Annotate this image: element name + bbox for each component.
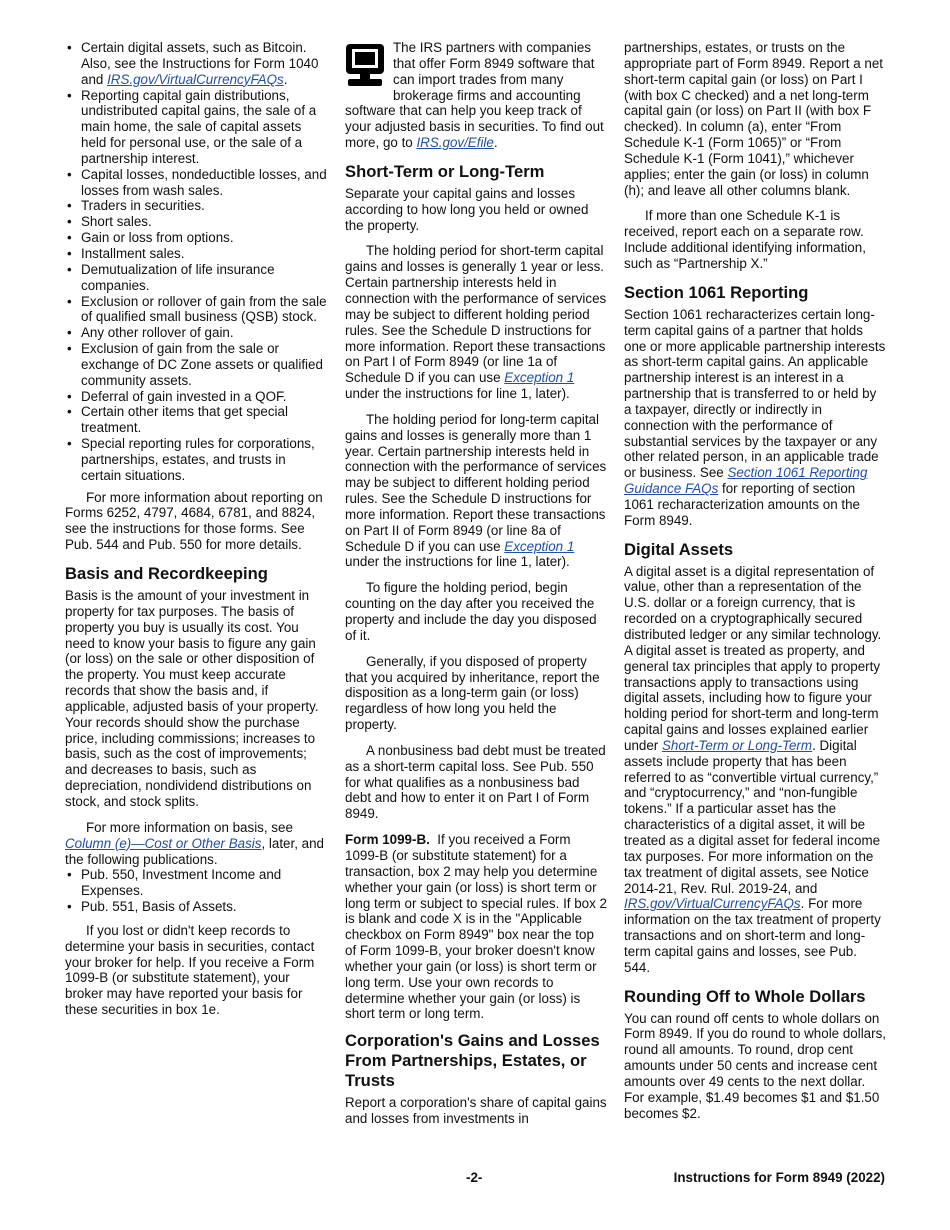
exception-1-link[interactable]: Exception 1	[504, 538, 575, 554]
list-item: • Capital losses, nondeductible losses, and losses from wash sales.	[65, 167, 327, 199]
page-number: -2-	[466, 1170, 483, 1185]
short-long-term-paragraph: Separate your capital gains and losses according to how long you held or owned the property.	[345, 185, 589, 233]
list-item: • Exclusion of gain from the sale or exchange of DC Zone assets or qualified community assets.	[65, 341, 327, 389]
basis-heading: Basis and Recordkeeping	[65, 564, 268, 583]
list-item: • Pub. 551, Basis of Assets.	[65, 899, 327, 915]
column-middle	[345, 40, 607, 1132]
irs-partners-paragraph: The IRS partners with companies that offer Form 8949 software that can import trades from many brokerage firms and accounting software that can help you keep track of your adjusted basis in securities. To find out more, go to IRS.gov/Efile.	[345, 40, 604, 151]
list-item: • Exclusion or rollover of gain from the sale of qualified small business (QSB) stock.	[65, 294, 327, 326]
section-1061-faqs-link[interactable]: Section 1061 Reporting Guidance FAQs	[624, 465, 868, 497]
lost-records-paragraph: If you lost or didn't keep records to determine your basis in securities, contact your broker for help. If you receive a Form 1099-B (or substitute statement), your broker may have reported your basis for these securities in box 1e.	[65, 922, 315, 1018]
short-long-term-heading: Short-Term or Long-Term	[345, 161, 545, 181]
list-item: • Traders in securities.	[65, 198, 327, 214]
column-e-cost-basis-link[interactable]: Column (e)—Cost or Other Basis	[65, 835, 262, 851]
digital-assets-heading: Digital Assets	[624, 539, 734, 559]
list-item: • Deferral of gain invested in a QOF.	[65, 389, 327, 405]
short-term-long-term-link[interactable]: Short-Term or Long-Term	[661, 737, 813, 753]
topics-bullet-list	[65, 40, 327, 484]
bad-debt-paragraph: A nonbusiness bad debt must be treated as a short-term capital loss. See Pub. 550 for what qualifies as a nonbusiness bad debt and how to enter it on Part I of Form 8949.	[345, 742, 606, 822]
digital-assets-paragraph: A digital asset is a digital representation of value, other than a representation of the U.S. dollar or a foreign currency, that is recorded on a cryptographically secured distributed ledger or any similar technology. A digital asset is treated as property, and general tax principles that apply to property transactions apply to transactions using digital assets, including how to figure your holding period for short-term and long-term capital gains and losses explained earlier under Short-Term or Long-Term. Digital assets include property that has been referred to as “convertible virtual currency,” and “cryptocurrency,” and “non-fungible tokens.” If a particular asset has the characteristics of a digital asset, it will be treated as a digital asset for federal income tax purposes. For more information on the tax treatment of digital assets, see Notice 2014-21, Rev. Rul. 2019-24, and IRS.gov/VirtualCurrencyFAQs. For more information on the tax treatment of property transactions and on short-term and long-term capital gains and losses, see Pub. 544.	[624, 563, 882, 975]
virtual-currency-faqs-link[interactable]: IRS.gov/VirtualCurrencyFAQs	[107, 71, 284, 87]
list-item: • Special reporting rules for corporations, partnerships, estates, and trusts in certain situations.	[65, 436, 327, 484]
list-item: • Certain other items that get special treatment.	[65, 404, 327, 436]
more-info-paragraph: For more information about reporting on Forms 6252, 4797, 4684, 6781, and 8824, see the instructions for those forms. See Pub. 544 and Pub. 550 for more details.	[65, 489, 323, 553]
long-term-paragraph: The holding period for long-term capital gains and losses is generally more than 1 year. Certain partnership interests held in connection with the performance of services may be subject to different holding period rules. See the Schedule D instructions for more information. Report these transactions on Part II of Form 8949 (or line 8a of Schedule D if you can use Exception 1 under the instructions for line 1, later).	[345, 411, 607, 570]
corporation-gains-heading: Corporation's Gains and Losses From Partnerships, Estates, or Trusts	[345, 1031, 600, 1091]
basis-paragraph: Basis is the amount of your investment in property for tax purposes. The basis of property you buy is usually its cost. You need to know your basis to figure any gain (or loss) on the sale or other disposition of the property. You must keep accurate records that show the basis and, if applicable, adjusted basis of your property. Your records should show the purchase price, including commissions; increases to basis, such as the cost of improvements; and decreases to basis, such as depreciation, nondividend distributions on stock, and stock splits.	[65, 588, 319, 809]
form-1099b-paragraph: Form 1099-B. If you received a Form 1099-B (or substitute statement) for a transaction, box 2 may help you determine whether your gain (or loss) is short term or long term or subject to special rules. If box 2 is blank and code X is in the "Applicable checkbox on Form 8949" box near the top of Form 1099-B, your broker doesn't know whether your gain (or loss) is short term or long term. Use your own records to determine whether your gain (or loss) is short term or long term.	[345, 832, 607, 1022]
inheritance-paragraph: Generally, if you disposed of property that you acquired by inheritance, report the disposition as a long-term gain (or loss) regardless of how long you held the property.	[345, 653, 600, 733]
virtual-currency-faqs-link[interactable]: IRS.gov/VirtualCurrencyFAQs	[624, 896, 801, 912]
form-1099b-run-in-heading: Form 1099-B.	[345, 832, 430, 848]
short-term-paragraph: The holding period for short-term capital gains and losses is generally 1 year or less. Certain partnership interests held in connection with the performance of services may be subject to different holding period rules. See the Schedule D instructions for more information. Report these transactions on Part I of Form 8949 (or line 1a of Schedule D if you can use Exception 1 under the instructions for line 1, later).	[345, 243, 607, 402]
publications-list	[65, 867, 327, 915]
rounding-paragraph: You can round off cents to whole dollars on Form 8949. If you do round to whole dollars, round all amounts. To round, drop cent amounts under 50 cents and increase cent amounts over 49 cents to the next dollar. For example, $1.49 becomes $1 and $1.50 becomes $2.	[624, 1010, 887, 1121]
corporation-gains-paragraph: Report a corporation's share of capital gains and losses from investments in	[345, 1095, 607, 1127]
exception-1-link[interactable]: Exception 1	[504, 370, 575, 386]
list-item: • Any other rollover of gain.	[65, 325, 327, 341]
holding-period-paragraph: To figure the holding period, begin counting on the day after you received the property and include the day you disposed of it.	[345, 580, 597, 643]
list-item: • Short sales.	[65, 214, 327, 230]
corporation-gains-continued: partnerships, estates, or trusts on the appropriate part of Form 8949. Report a net short-term capital gain (or loss) on Part I (with box C checked) and a net long-term capital gain (or loss) on Part II (with box F checked). In column (a), enter “From Schedule K-1 (Form 1065)” or “From Schedule K-1 (Form 1041),” whichever applies; enter the gain (or loss) in column (h); and leave all other columns blank.	[624, 40, 884, 198]
schedule-k1-paragraph: If more than one Schedule K-1 is received, report each on a separate row. Include additional identifying information, such as “Partnership X.”	[624, 208, 866, 271]
irs-efile-link[interactable]: IRS.gov/Efile	[416, 135, 494, 151]
list-item: • Pub. 550, Investment Income and Expenses.	[65, 867, 327, 899]
list-item: • Certain digital assets, such as Bitcoin. Also, see the Instructions for Form 1040 and IRS.gov/VirtualCurrencyFAQs.	[65, 40, 327, 88]
list-item: • Installment sales.	[65, 246, 327, 262]
rounding-heading: Rounding Off to Whole Dollars	[624, 986, 866, 1006]
column-right	[624, 40, 886, 1126]
list-item: • Gain or loss from options.	[65, 230, 327, 246]
footer-title: Instructions for Form 8949 (2022)	[673, 1170, 885, 1185]
column-left	[65, 40, 327, 1023]
section-1061-paragraph: Section 1061 recharacterizes certain long-term capital gains of a partner that holds one or more applicable partnership interests as short-term capital gains. An applicable partnership interest is an interest in a partnership that is transferred to or held by a taxpayer, directly or indirectly in connection with the performance of substantial services by the taxpayer or any other related person, in an applicable trade or business. See Section 1061 Reporting Guidance FAQs for reporting of section 1061 recharacterization amounts on the Form 8949.	[624, 306, 886, 528]
basis-info-paragraph: For more information on basis, see Column (e)—Cost or Other Basis, later, and the following publications.	[65, 819, 324, 867]
list-item: • Demutualization of life insurance companies.	[65, 262, 327, 294]
section-1061-heading: Section 1061 Reporting	[624, 282, 809, 302]
computer-icon	[345, 43, 385, 87]
list-item: • Reporting capital gain distributions, undistributed capital gains, the sale of a main home, the sale of capital assets held for personal use, or the sale of a partnership interest.	[65, 88, 327, 167]
